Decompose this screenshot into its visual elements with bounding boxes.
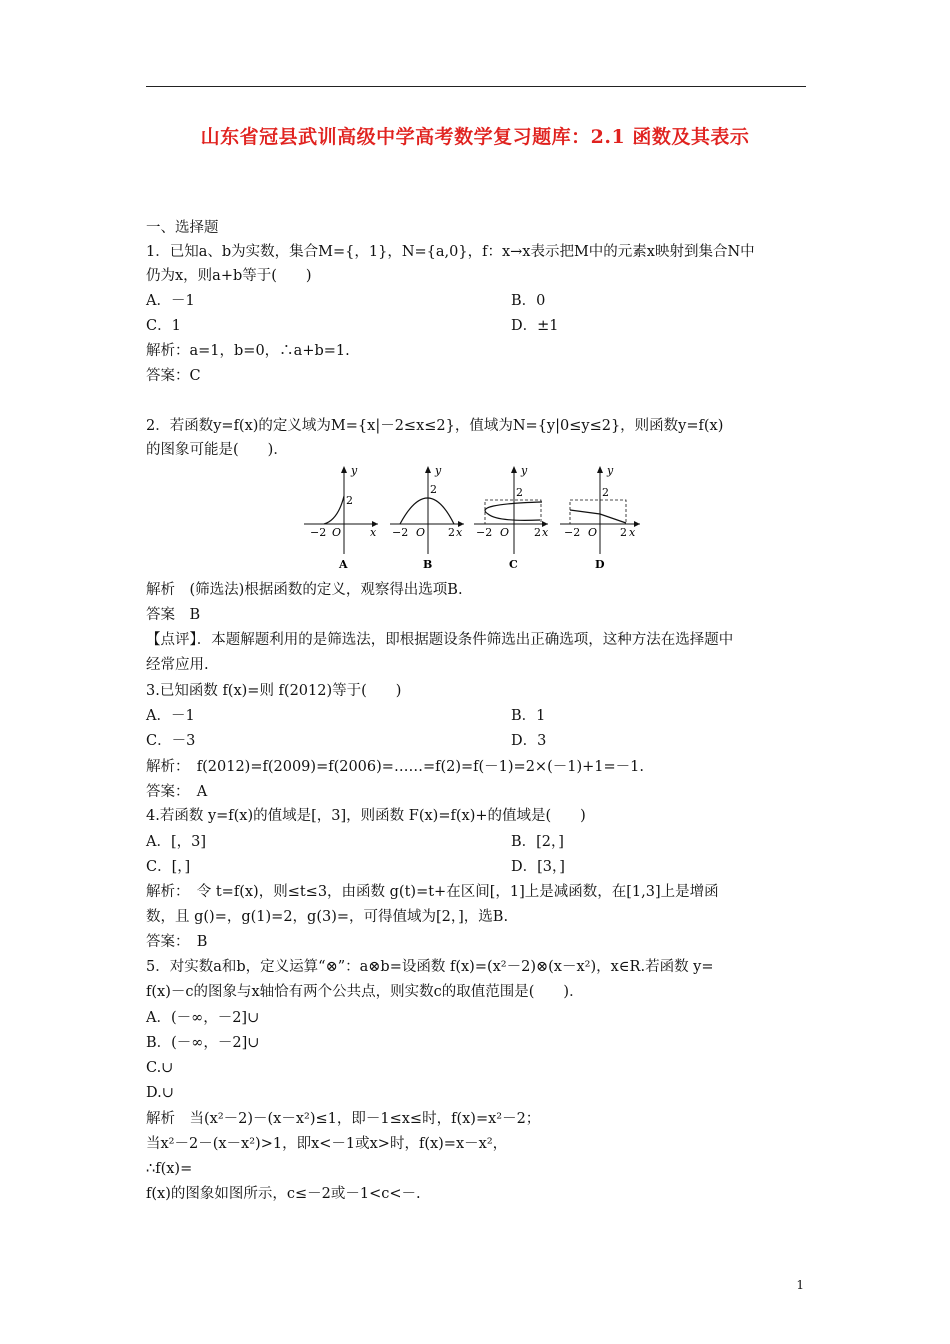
text-line: 的图象可能是( )． (146, 442, 288, 458)
graph-panel-c (474, 464, 549, 571)
function-graphs-figure (302, 462, 647, 574)
tick-label: 2 (448, 526, 455, 539)
tick-label: −2 (392, 526, 409, 539)
panel-label: D (595, 558, 605, 571)
tick-label: 2 (346, 494, 353, 507)
option-b: B．0 (511, 293, 546, 309)
option-b: B．1 (511, 708, 546, 724)
tick-label: 2 (620, 526, 627, 539)
y-axis-label: y (435, 464, 442, 477)
y-axis-label: y (351, 464, 358, 477)
text-line: 仍为x，则a+b等于( ) (146, 268, 312, 284)
option-c: C．[，] (146, 859, 191, 875)
graph-panel-b (390, 464, 464, 571)
answer-line: 答案：C (146, 368, 201, 384)
x-axis-label: x (629, 526, 636, 539)
tick-label: −2 (476, 526, 493, 539)
panel-label: B (423, 558, 433, 571)
x-axis-label: x (370, 526, 377, 539)
option-c: C．1 (146, 318, 181, 334)
x-axis-label: x (542, 526, 549, 539)
graph-panel-d (560, 464, 640, 571)
option-d: D．±1 (511, 318, 559, 334)
graph-panel-a (304, 464, 378, 571)
panel-label: A (339, 558, 348, 571)
option-c: C.∪ (146, 1060, 174, 1076)
header-rule (146, 86, 806, 87)
option-b: B．(－∞，－2]∪ (146, 1035, 260, 1051)
solution-line: 解析： 令 t=f(x)，则≤t≤3，由函数 g(t)=t+在区间[，1]上是减函数，在[1,3]上是增函 (146, 884, 719, 900)
option-c: C．－3 (146, 733, 196, 749)
option-a: A．－1 (146, 293, 195, 309)
page-number: 1 (796, 1278, 804, 1292)
option-d: D．[3，] (511, 859, 565, 875)
option-a: A．－1 (146, 708, 195, 724)
panel-label: C (509, 558, 518, 571)
option-a: A．[，3] (146, 834, 207, 850)
comment-line: 经常应用. (146, 657, 209, 673)
option-d: D.∪ (146, 1085, 174, 1101)
tick-label: 2 (602, 486, 609, 499)
solution-line: f(x)的图象如图所示，c≤－2或－1<c<－. (146, 1186, 421, 1202)
section-heading: 一、选择题 (146, 220, 219, 236)
text-line: 4.若函数 y=f(x)的值域是[，3]，则函数 F(x)=f(x)+的值域是( ) (146, 808, 586, 824)
tick-label: −2 (564, 526, 581, 539)
answer-line: 答案： B (146, 934, 208, 950)
origin-label: O (416, 526, 426, 539)
solution-line: 解析 (筛选法)根据函数的定义，观察得出选项B. (146, 582, 463, 598)
tick-label: 2 (534, 526, 541, 539)
solution-line: 数，且 g()=，g(1)=2，g(3)=，可得值域为[2，]，选B. (146, 909, 509, 925)
text-line: 1．已知a、b为实数，集合M={，1}，N={a,0}，f：x→x表示把M中的元素x映射到集合N中 (146, 244, 755, 260)
solution-line: 解析 当(x²－2)－(x－x²)≤1，即－1≤x≤时，f(x)=x²－2； (146, 1111, 541, 1127)
x-axis-label: x (456, 526, 463, 539)
text-line: 2．若函数y=f(x)的定义域为M={x|－2≤x≤2}，值域为N={y|0≤y≤2}，则函数y=f(x) (146, 418, 724, 434)
solution-line: 解析： f(2012)=f(2009)=f(2006)=……=f(2)=f(－1)=2×(－1)+1=－1. (146, 759, 644, 775)
answer-line: 答案 B (146, 607, 201, 623)
solution-line: 当x²－2－(x－x²)>1，即x<－1或x>时，f(x)=x－x²， (146, 1136, 508, 1152)
option-b: B．[2，] (511, 834, 564, 850)
text-line: f(x)－c的图象与x轴恰有两个公共点，则实数c的取值范围是( )． (146, 984, 584, 1000)
solution-line: 解析：a=1，b=0，∴a+b=1. (146, 343, 350, 359)
origin-label: O (500, 526, 510, 539)
y-axis-label: y (521, 464, 528, 477)
text-line: 5．对实数a和b，定义运算“⊗”：a⊗b=设函数 f(x)=(x²－2)⊗(x－x²)，x∈R.若函数 y= (146, 959, 714, 975)
comment-line: 【点评】．本题解题利用的是筛选法，即根据题设条件筛选出正确选项，这种方法在选择题中 (146, 632, 734, 648)
answer-line: 答案： A (146, 784, 208, 800)
tick-label: 2 (430, 483, 437, 496)
origin-label: O (588, 526, 598, 539)
document-title: 山东省冠县武训高级中学高考数学复习题库：2.1 函数及其表示 (200, 126, 750, 148)
option-a: A．(－∞，－2]∪ (146, 1010, 260, 1026)
text-line: 3.已知函数 f(x)=则 f(2012)等于( ) (146, 683, 402, 699)
tick-label: −2 (310, 526, 327, 539)
tick-label: 2 (516, 486, 523, 499)
y-axis-label: y (607, 464, 614, 477)
solution-line: ∴f(x)= (146, 1161, 193, 1177)
origin-label: O (332, 526, 342, 539)
option-d: D．3 (511, 733, 547, 749)
